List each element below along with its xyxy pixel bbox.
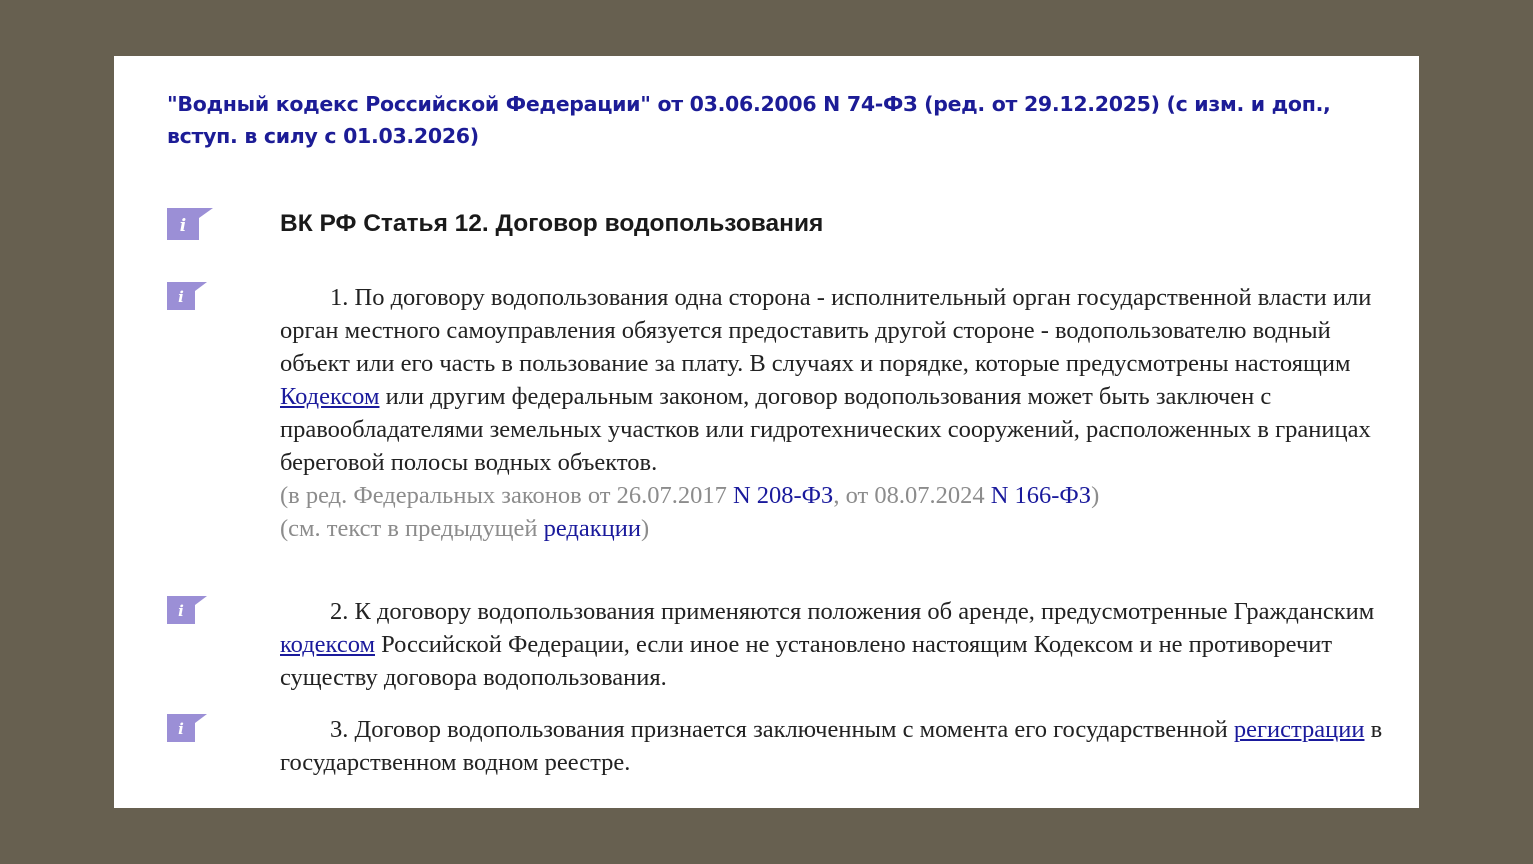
paragraph-2	[280, 595, 1400, 694]
paragraph-1	[280, 281, 1400, 545]
paragraph-2-text: 2. К договору водопользования применяются положения об аренде, предусмотренные Гражданским	[330, 598, 1375, 625]
law-208-fz-link[interactable]: N 208-ФЗ	[732, 482, 834, 509]
info-comment-icon[interactable]	[167, 282, 213, 312]
paragraph-3-text-cont: в государственном водном реестре.	[280, 716, 1383, 776]
law-166-fz-link[interactable]: N 166-ФЗ	[990, 482, 1092, 509]
info-comment-icon[interactable]	[167, 596, 213, 626]
svg-text:i: i	[178, 288, 184, 306]
paragraph-1-text: 1. По договору водопользования одна сторона - исполнительный орган государственной власти или орган местного самоуправления обязуется предоставить другой стороне - водопользователю водный объект или его часть в пользование за плату. В случаях и порядке, которые предусмотрены настоящим	[280, 284, 1372, 377]
svg-text:i: i	[178, 720, 184, 738]
registration-link[interactable]: регистрации	[1233, 716, 1365, 743]
amendment-note: (в ред. Федеральных законов от 26.07.2017 N 208-ФЗ, от 08.07.2024 N 166-ФЗ)	[280, 482, 1100, 509]
document-title: "Водный кодекс Российской Федерации" от 03.06.2006 N 74-ФЗ (ред. от 29.12.2025) (с изм. и доп., вступ. в силу с 01.03.2026)	[167, 92, 1331, 148]
previous-edition-link[interactable]: редакции	[543, 515, 641, 542]
svg-text:i: i	[178, 602, 184, 620]
paragraph-3-text: 3. Договор водопользования признается заключенным с момента его государственной	[330, 716, 1234, 743]
article-heading: ВК РФ Статья 12. Договор водопользования	[280, 210, 824, 237]
paragraph-2-text-cont: Российской Федерации, если иное не установлено настоящим Кодексом и не противоречит существу договора водопользования.	[280, 631, 1333, 691]
paragraph-3	[280, 713, 1400, 779]
svg-text:i: i	[179, 216, 187, 236]
info-comment-icon[interactable]	[167, 714, 213, 744]
civil-code-link[interactable]: кодексом	[280, 631, 375, 658]
paragraph-1-text-cont: или другим федеральным законом, договор водопользования может быть заключен с правообладателями земельных участков или гидротехнических сооружений, расположенных в границах береговой полосы водных объектов.	[280, 383, 1371, 476]
codex-link[interactable]: Кодексом	[280, 383, 380, 410]
previous-edition-note: (см. текст в предыдущей редакции)	[280, 515, 650, 542]
info-comment-icon[interactable]	[167, 208, 213, 238]
document-page	[114, 56, 1419, 808]
